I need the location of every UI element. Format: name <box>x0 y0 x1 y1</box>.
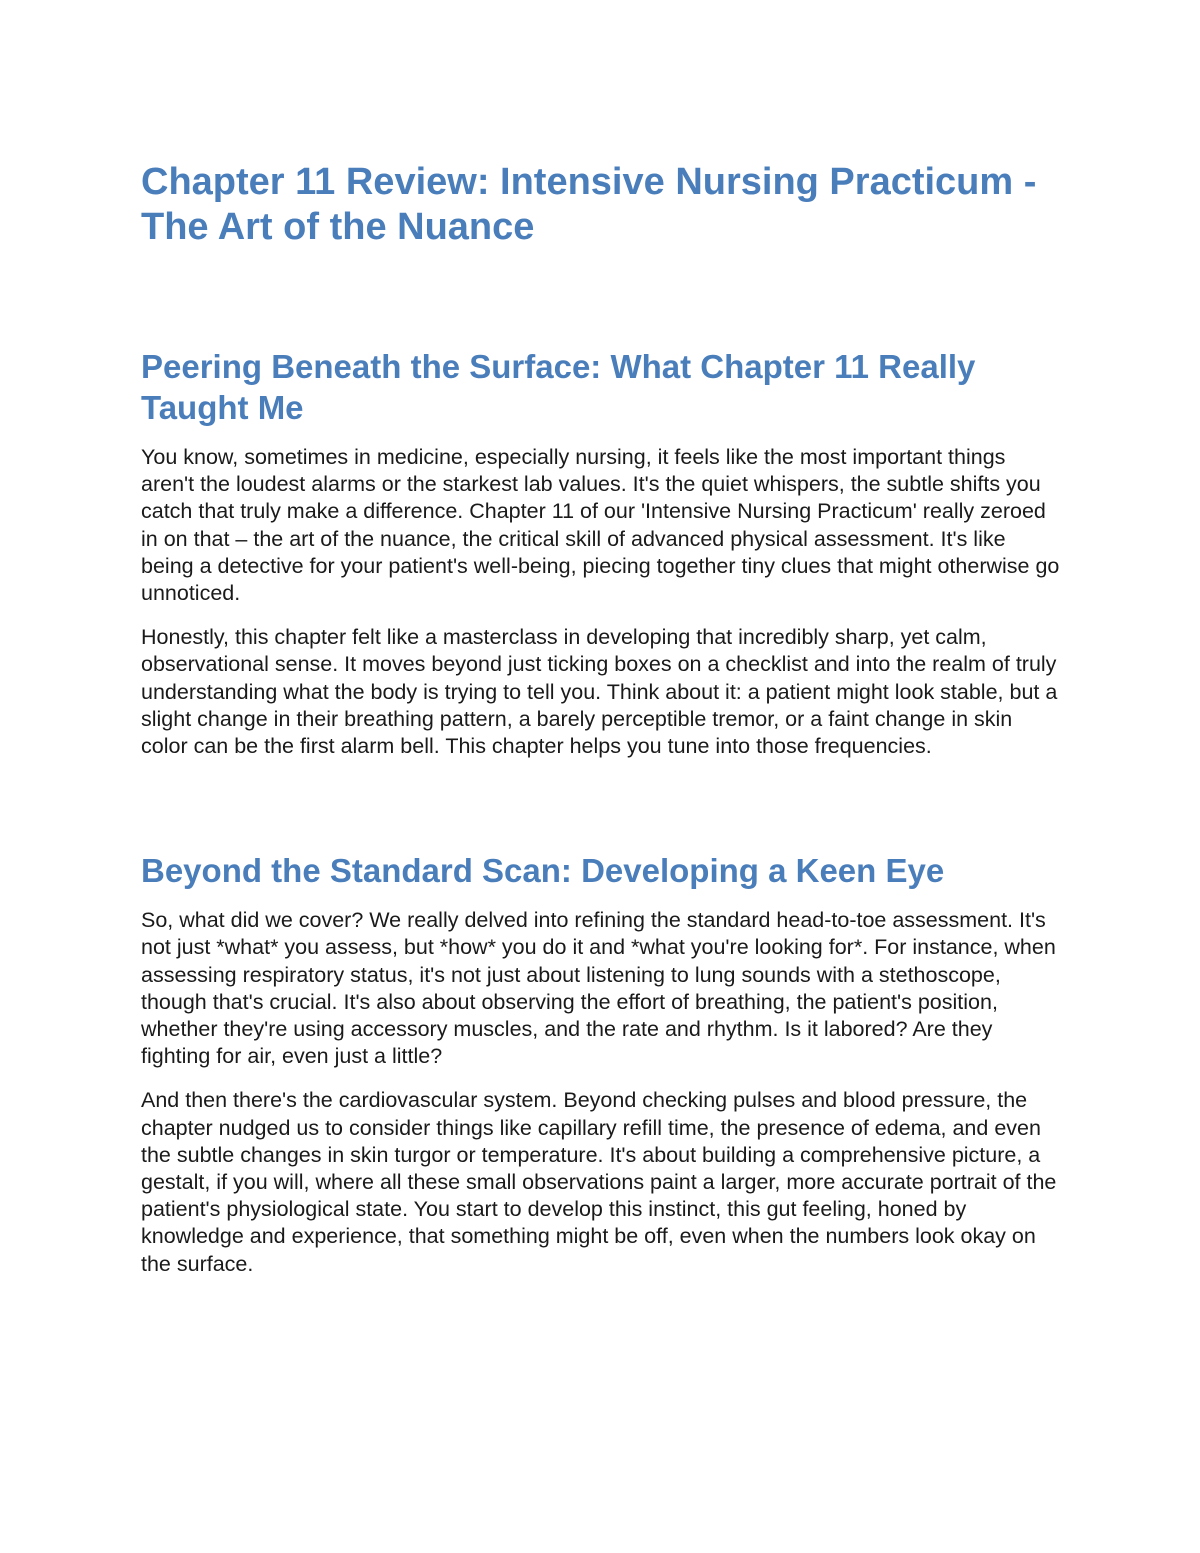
section-peering-beneath <box>141 346 1061 760</box>
paragraph: You know, sometimes in medicine, especially nursing, it feels like the most important things aren't the loudest alarms or the starkest lab values. It's the quiet whispers, the subtle shifts you catch that truly make a difference. Chapter 11 of our 'Intensive Nursing Practicum' really zeroed in on that – the art of the nuance, the critical skill of advanced physical assessment. It's like being a detective for your patient's well-being, piecing together tiny clues that might otherwise go unnoticed. <box>141 445 1060 606</box>
document-page <box>141 160 1061 1295</box>
document-title: Chapter 11 Review: Intensive Nursing Practicum - The Art of the Nuance <box>141 161 1037 248</box>
paragraph: Honestly, this chapter felt like a masterclass in developing that incredibly sharp, yet calm, observational sense. It moves beyond just ticking boxes on a checklist and into the realm of truly understanding what the body is trying to tell you. Think about it: a patient might look stable, but a slight change in their breathing pattern, a barely perceptible tremor, or a faint change in skin color can be the first alarm bell. This chapter helps you tune into those frequencies. <box>141 625 1058 759</box>
paragraph: So, what did we cover? We really delved into refining the standard head-to-toe assessment. It's not just *what* you assess, but *how* you do it and *what you're looking for*. For instance, when assessing respiratory status, it's not just about listening to lung sounds with a stethoscope, though that's crucial. It's also about observing the effort of breathing, the patient's position, whether they're using accessory muscles, and the rate and rhythm. Is it labored? Are they fighting for air, even just a little? <box>141 908 1056 1069</box>
section-beyond-standard-scan <box>141 850 1061 1278</box>
section-heading: Beyond the Standard Scan: Developing a Keen Eye <box>141 852 945 890</box>
section-heading: Peering Beneath the Surface: What Chapter 11 Really Taught Me <box>141 348 976 426</box>
paragraph: And then there's the cardiovascular system. Beyond checking pulses and blood pressure, the chapter nudged us to consider things like capillary refill time, the presence of edema, and even the subtle changes in skin turgor or temperature. It's about building a comprehensive picture, a gestalt, if you will, where all these small observations paint a larger, more accurate portrait of the patient's physiological state. You start to develop this instinct, this gut feeling, honed by knowledge and experience, that something might be off, even when the numbers look okay on the surface. <box>141 1088 1057 1276</box>
